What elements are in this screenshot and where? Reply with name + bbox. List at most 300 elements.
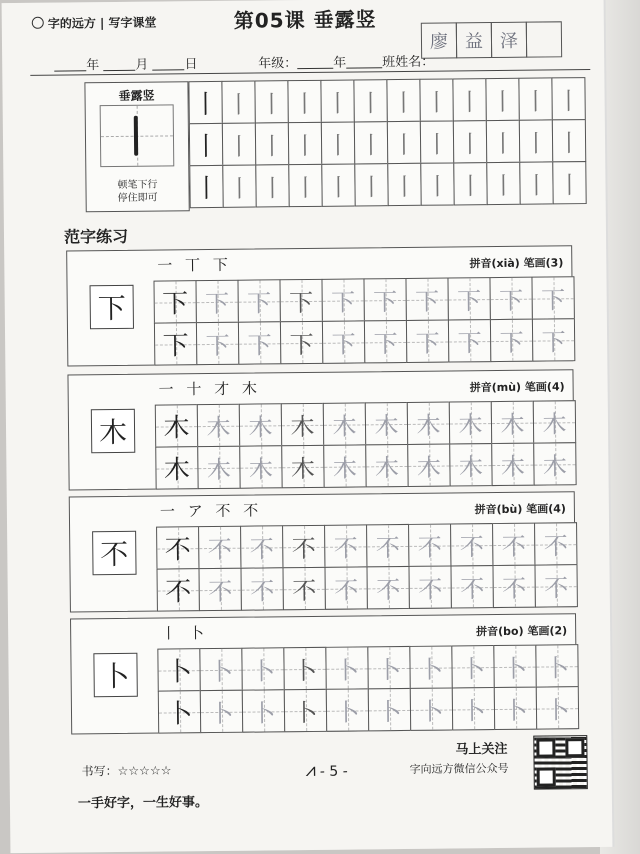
example-character: 不 (165, 577, 192, 608)
name-cell[interactable]: 泽 (491, 22, 527, 58)
model-character-box: 下 (90, 285, 134, 329)
practice-cell[interactable] (420, 162, 454, 205)
vertical-stroke-mark: 丨 (392, 172, 417, 202)
practice-cell[interactable] (452, 78, 486, 121)
handwritten-character: 不 (292, 576, 317, 606)
brand-logo (32, 14, 157, 32)
rating-stars[interactable]: ☆☆☆☆☆ (117, 763, 172, 779)
handwritten-character: 下 (247, 289, 272, 318)
practice-cell[interactable] (489, 277, 532, 320)
example-character: 木 (163, 455, 191, 486)
vertical-stroke-mark: 丨 (325, 131, 351, 160)
handwritten-character: 木 (500, 452, 526, 481)
stroke-demo-title: 垂露竖 (118, 88, 155, 103)
vertical-stroke-mark: 丨 (326, 173, 351, 202)
example-character: 木 (163, 413, 190, 444)
vertical-stroke-mark: 丨 (192, 131, 220, 163)
caption-line: 顿笔下行 (117, 179, 158, 191)
practice-cell[interactable] (155, 446, 198, 489)
practice-cell[interactable] (534, 564, 577, 607)
class-name-label: 班姓名： (382, 54, 435, 71)
practice-cell[interactable] (494, 687, 537, 730)
practice-cell[interactable] (321, 121, 355, 164)
handwritten-character: 下 (373, 330, 398, 359)
practice-cell[interactable] (326, 688, 369, 731)
handwritten-character: 不 (208, 577, 233, 607)
vertical-stroke-mark: 丨 (523, 129, 549, 158)
day-label: 日 (184, 57, 198, 73)
page-number-text: - 5 - (319, 763, 348, 780)
stroke-order: 丨 卜 (161, 624, 209, 643)
practice-cell[interactable] (363, 278, 406, 321)
handwritten-character: 下 (247, 331, 272, 360)
practice-cell[interactable] (453, 120, 487, 163)
practice-cell[interactable] (254, 80, 288, 123)
year-blank[interactable] (54, 58, 86, 71)
handwritten-character: 木 (458, 453, 484, 482)
practice-cell[interactable] (287, 80, 321, 123)
practice-cell[interactable] (365, 444, 408, 487)
practice-cell[interactable] (492, 523, 535, 566)
vertical-stroke-mark: 丨 (490, 129, 516, 159)
practice-cell[interactable] (452, 687, 495, 730)
practice-cell[interactable] (519, 119, 553, 162)
handwritten-character: 不 (459, 533, 484, 562)
practice-cell[interactable] (282, 567, 325, 610)
handwritten-character: 木 (206, 413, 231, 443)
practice-cell[interactable] (196, 322, 239, 365)
year-label: 年 (86, 58, 100, 74)
handwritten-character: 木 (290, 412, 315, 442)
handwritten-character: 下 (499, 286, 524, 315)
practice-cell[interactable] (239, 445, 282, 488)
handwritten-character: 木 (374, 454, 400, 483)
stroke-demo-box (84, 81, 189, 212)
vertical-stroke-mark: 丨 (292, 131, 318, 161)
writing-label: 书写： (81, 764, 118, 779)
practice-cell[interactable] (281, 403, 324, 446)
practice-cell[interactable] (154, 322, 197, 365)
handwritten-character: 不 (544, 574, 569, 603)
brand-text: 字的远方 | 写字课堂 (47, 15, 157, 31)
stroke-order: 一 丅 下 (157, 255, 232, 275)
practice-cell[interactable] (322, 320, 365, 363)
practice-cell[interactable] (354, 163, 388, 206)
practice-cell[interactable] (323, 444, 366, 487)
handwritten-character: 卜 (419, 697, 444, 726)
grade-blank[interactable] (297, 56, 333, 69)
handwritten-character: 卜 (503, 696, 528, 725)
vertical-stroke-mark: 丨 (425, 172, 450, 201)
writing-rating (82, 761, 172, 779)
handwritten-character: 下 (289, 288, 314, 318)
handwritten-character: 木 (542, 452, 568, 481)
practice-cell[interactable] (197, 446, 240, 489)
handwritten-character: 不 (417, 533, 442, 562)
handwritten-character: 卜 (293, 698, 318, 728)
vertical-stroke-mark: 丨 (491, 171, 516, 201)
vertical-stroke-mark: 丨 (458, 172, 483, 201)
practice-cell[interactable] (552, 119, 586, 162)
handwritten-character: 木 (248, 455, 274, 484)
practice-cell[interactable] (320, 79, 354, 122)
practice-cell[interactable] (449, 443, 492, 486)
handwritten-character: 卜 (502, 654, 528, 683)
practice-cell[interactable] (156, 526, 199, 569)
qr-code-icon[interactable] (533, 735, 588, 790)
practice-cell[interactable] (490, 319, 533, 362)
handwritten-character: 卜 (461, 697, 486, 726)
practice-cell[interactable] (419, 78, 453, 121)
practice-cell[interactable] (387, 121, 421, 164)
handwritten-character: 下 (415, 287, 440, 316)
practice-cell[interactable] (386, 79, 420, 122)
handwritten-character: 卜 (376, 656, 402, 685)
practice-cell[interactable] (366, 524, 409, 567)
handwritten-character: 卜 (377, 698, 402, 727)
practice-cell[interactable] (189, 123, 223, 166)
stroke-count-label: 笔画(2) (527, 624, 568, 638)
practice-cell[interactable] (449, 401, 492, 444)
stroke-count-label: 笔画(4) (526, 502, 566, 516)
caption-line: 停住即可 (117, 192, 158, 204)
grade-line (258, 51, 434, 72)
practice-cell[interactable] (237, 279, 280, 322)
handwritten-character: 卜 (250, 657, 276, 686)
practice-cell[interactable] (222, 165, 256, 208)
handwritten-character: 木 (416, 411, 441, 440)
vertical-stroke-mark: 丨 (226, 132, 252, 161)
lesson-block (67, 369, 574, 490)
model-character-box: 不 (92, 531, 136, 575)
stroke-order: 一 十 才 木 (158, 379, 262, 399)
practice-cell[interactable] (368, 688, 411, 731)
handwritten-character: 不 (249, 535, 274, 564)
page-number (306, 760, 348, 781)
practice-cell[interactable] (324, 524, 367, 567)
practice-cell[interactable] (197, 404, 240, 447)
pinyin-label: 拼音(bo) (476, 624, 524, 639)
practice-cell[interactable] (420, 120, 454, 163)
practice-cell[interactable] (199, 648, 242, 691)
vertical-stroke-mark: 丨 (292, 89, 317, 119)
character-practice-grid (156, 522, 577, 610)
handwritten-character: 下 (373, 288, 398, 317)
practice-cell[interactable] (366, 566, 409, 609)
practice-cell[interactable] (491, 443, 534, 486)
qr-finder (536, 738, 555, 757)
practice-cell[interactable] (282, 525, 325, 568)
practice-cell[interactable] (238, 321, 281, 364)
handwritten-character: 下 (457, 329, 482, 358)
practice-cell[interactable] (533, 442, 576, 485)
practice-cell[interactable] (409, 645, 452, 688)
practice-cell[interactable] (155, 404, 198, 447)
section-title: 范字练习 (63, 226, 129, 247)
vertical-stroke-mark: 丨 (192, 89, 219, 121)
handwritten-character: 下 (541, 286, 566, 315)
practice-cell[interactable] (255, 122, 289, 165)
handwritten-character: 木 (416, 453, 442, 482)
stroke-diagram (100, 104, 175, 167)
day-blank[interactable] (152, 57, 184, 70)
vertical-stroke-mark: 丨 (557, 171, 582, 200)
practice-cell[interactable] (156, 568, 199, 611)
practice-cell[interactable] (153, 280, 196, 323)
practice-cell[interactable] (534, 522, 577, 565)
name-cell[interactable]: 益 (456, 22, 492, 58)
model-character-box: 卜 (93, 653, 137, 697)
stroke-order: 一 ア 不 不 (159, 501, 263, 521)
example-character: 下 (162, 289, 189, 320)
handwritten-character: 不 (291, 534, 316, 564)
character-practice-grid (153, 276, 574, 364)
class-blank[interactable] (346, 55, 382, 68)
practice-cell[interactable] (321, 163, 355, 206)
handwritten-character: 下 (541, 328, 566, 357)
handwritten-character: 不 (502, 574, 527, 603)
stroke-practice-grid (188, 77, 585, 207)
handwritten-character: 木 (248, 413, 273, 442)
practice-cell[interactable] (410, 687, 453, 730)
vertical-stroke-mark: 丨 (227, 174, 252, 203)
vertical-stroke-mark: 丨 (490, 87, 515, 117)
practice-cell[interactable] (325, 646, 368, 689)
practice-cell[interactable] (405, 278, 448, 321)
pinyin-label: 拼音(xià) (469, 256, 520, 271)
practice-cell[interactable] (552, 161, 586, 204)
vertical-stroke-mark: 丨 (457, 88, 482, 117)
vertical-stroke-mark: 丨 (424, 88, 449, 117)
handwritten-character: 不 (207, 535, 232, 565)
practice-cell[interactable] (364, 320, 407, 363)
practice-cell[interactable] (239, 403, 282, 446)
handwritten-character: 卜 (334, 656, 360, 685)
name-cell[interactable]: 廖 (421, 22, 457, 58)
character-practice-grid (157, 644, 578, 732)
vertical-stroke-mark: 丨 (523, 87, 548, 116)
practice-cell[interactable] (288, 164, 322, 207)
page-title: 第05课 垂露竖 (233, 7, 377, 33)
practice-cell[interactable] (532, 318, 575, 361)
handwritten-character: 不 (501, 532, 526, 561)
practice-cell[interactable] (486, 120, 520, 163)
vertical-stroke-mark: 丨 (556, 129, 582, 158)
name-cell[interactable] (526, 21, 562, 57)
vertical-stroke-mark: 丨 (259, 90, 284, 119)
practice-cell[interactable] (324, 566, 367, 609)
vertical-stroke-mark: 丨 (259, 132, 285, 161)
vertical-stroke-mark: 丨 (325, 89, 350, 118)
practice-cell[interactable] (365, 402, 408, 445)
practice-cell[interactable] (367, 646, 410, 689)
handwritten-character: 下 (205, 289, 230, 319)
pinyin-strokes-info (474, 500, 565, 517)
handwritten-character: 木 (374, 412, 399, 441)
model-character-box: 木 (91, 409, 135, 453)
handwritten-character: 卜 (418, 655, 444, 684)
stroke-count-label: 笔画(3) (523, 256, 564, 270)
practice-cell[interactable] (279, 279, 322, 322)
month-blank[interactable] (103, 58, 135, 71)
vertical-stroke-mark: 丨 (226, 90, 251, 119)
lesson-block (70, 613, 577, 734)
practice-cell[interactable] (531, 276, 574, 319)
handwritten-character: 下 (331, 288, 356, 317)
handwritten-character: 不 (250, 577, 275, 606)
practice-cell[interactable] (447, 277, 490, 320)
practice-cell[interactable] (387, 163, 421, 206)
vertical-stroke-mark: 丨 (359, 173, 384, 202)
slogan: 一手好字，一生好事。 (77, 795, 209, 812)
practice-cell[interactable] (551, 77, 585, 120)
practice-cell[interactable] (240, 567, 283, 610)
qr-finder (537, 767, 556, 786)
practice-cell[interactable] (157, 648, 200, 691)
grade-label: 年级： (258, 56, 298, 72)
practice-cell[interactable] (158, 690, 201, 733)
practice-cell[interactable] (408, 523, 451, 566)
date-line (54, 53, 198, 73)
vertical-stroke-mark: 丨 (260, 174, 285, 203)
handwritten-character: 木 (458, 411, 483, 440)
practice-cell[interactable] (288, 122, 322, 165)
handwritten-character: 不 (334, 576, 359, 605)
handwritten-character: 下 (331, 330, 356, 359)
vertical-stroke-icon (134, 116, 138, 156)
pinyin-strokes-info (476, 622, 567, 639)
vertical-stroke-mark: 丨 (358, 89, 383, 118)
practice-cell[interactable] (221, 81, 255, 124)
handwritten-character: 不 (460, 575, 485, 604)
handwritten-character: 下 (499, 328, 524, 357)
vertical-stroke-mark: 丨 (556, 87, 581, 116)
handwritten-character: 不 (543, 532, 568, 561)
pinyin-strokes-info (469, 254, 563, 271)
practice-cell[interactable] (321, 278, 364, 321)
handwritten-character: 卜 (251, 699, 276, 728)
rabbit-icon: ⩘ (305, 759, 316, 782)
practice-cell[interactable] (493, 645, 536, 688)
practice-cell[interactable] (407, 444, 450, 487)
practice-cell[interactable] (283, 647, 326, 690)
example-character: 卜 (166, 699, 193, 730)
practice-cell[interactable] (200, 690, 243, 733)
practice-cell[interactable] (255, 164, 289, 207)
practice-cell[interactable] (485, 78, 519, 121)
handwritten-character: 木 (332, 412, 357, 441)
handwritten-character: 木 (542, 410, 567, 439)
handwritten-character: 木 (500, 410, 525, 439)
handwritten-character: 不 (418, 575, 443, 604)
handwritten-character: 下 (205, 331, 230, 361)
practice-cell[interactable] (450, 523, 493, 566)
vertical-stroke-mark: 丨 (391, 88, 416, 118)
lesson-block (66, 245, 573, 366)
practice-cell[interactable] (284, 689, 327, 732)
vertical-stroke-mark: 丨 (524, 171, 549, 200)
practice-cell[interactable] (240, 525, 283, 568)
practice-cell[interactable] (407, 402, 450, 445)
vertical-stroke-mark: 丨 (457, 130, 483, 159)
practice-cell[interactable] (189, 165, 223, 208)
practice-cell[interactable] (195, 280, 238, 323)
example-character: 卜 (165, 657, 193, 688)
handwritten-character: 卜 (292, 656, 318, 686)
practice-cell[interactable] (222, 123, 256, 166)
stroke-demo-caption (86, 178, 188, 205)
character-practice-grid (155, 400, 576, 488)
practice-cell[interactable] (280, 321, 323, 364)
follow-heading: 马上关注 (455, 741, 508, 758)
practice-cell[interactable] (518, 77, 552, 120)
pinyin-label: 拼音(mù) (469, 380, 522, 395)
handwritten-character: 下 (415, 329, 440, 358)
handwritten-character: 卜 (545, 696, 570, 725)
brand-icon (32, 17, 44, 29)
practice-cell[interactable] (281, 445, 324, 488)
handwritten-character: 下 (457, 287, 482, 316)
example-character: 下 (162, 331, 189, 362)
handwritten-character: 木 (332, 454, 358, 483)
practice-cell[interactable] (451, 645, 494, 688)
practice-cell[interactable] (354, 121, 388, 164)
practice-cell[interactable] (188, 81, 222, 124)
practice-cell[interactable] (519, 161, 553, 204)
practice-cell[interactable] (450, 565, 493, 608)
pinyin-strokes-info (470, 378, 565, 395)
practice-cell[interactable] (406, 320, 449, 363)
example-character: 不 (164, 535, 191, 566)
practice-cell[interactable] (242, 689, 285, 732)
worksheet-page (2, 0, 613, 853)
practice-cell[interactable] (198, 526, 241, 569)
practice-cell[interactable] (492, 565, 535, 608)
practice-cell[interactable] (241, 647, 284, 690)
practice-cell[interactable] (353, 79, 387, 122)
handwritten-character: 卜 (460, 655, 486, 684)
wechat-caption: 字向远方微信公众号 (409, 761, 509, 776)
practice-cell[interactable] (491, 401, 534, 444)
handwritten-character: 卜 (208, 657, 234, 687)
handwritten-character: 卜 (335, 698, 360, 727)
practice-cell[interactable] (533, 400, 576, 443)
practice-cell[interactable] (535, 644, 578, 687)
pinyin-label: 拼音(bù) (474, 502, 523, 517)
practice-cell[interactable] (536, 686, 579, 729)
handwritten-character: 木 (206, 455, 232, 485)
stroke-count-label: 笔画(4) (524, 380, 565, 394)
practice-cell[interactable] (486, 162, 520, 205)
practice-cell[interactable] (408, 565, 451, 608)
practice-cell[interactable] (198, 568, 241, 611)
handwritten-character: 卜 (544, 654, 570, 683)
vertical-stroke-mark: 丨 (358, 131, 384, 160)
qr-finder (565, 738, 584, 757)
practice-cell[interactable] (323, 402, 366, 445)
lesson-block (69, 491, 576, 612)
handwritten-character: 下 (289, 330, 314, 360)
vertical-stroke-mark: 丨 (293, 173, 318, 203)
grade-year-label: 年 (333, 55, 347, 71)
practice-cell[interactable] (453, 162, 487, 205)
handwritten-character: 卜 (209, 699, 234, 729)
name-grid (422, 21, 562, 58)
handwritten-character: 不 (375, 534, 400, 563)
vertical-stroke-mark: 丨 (424, 130, 450, 159)
practice-cell[interactable] (448, 319, 491, 362)
vertical-stroke-mark: 丨 (193, 173, 220, 205)
